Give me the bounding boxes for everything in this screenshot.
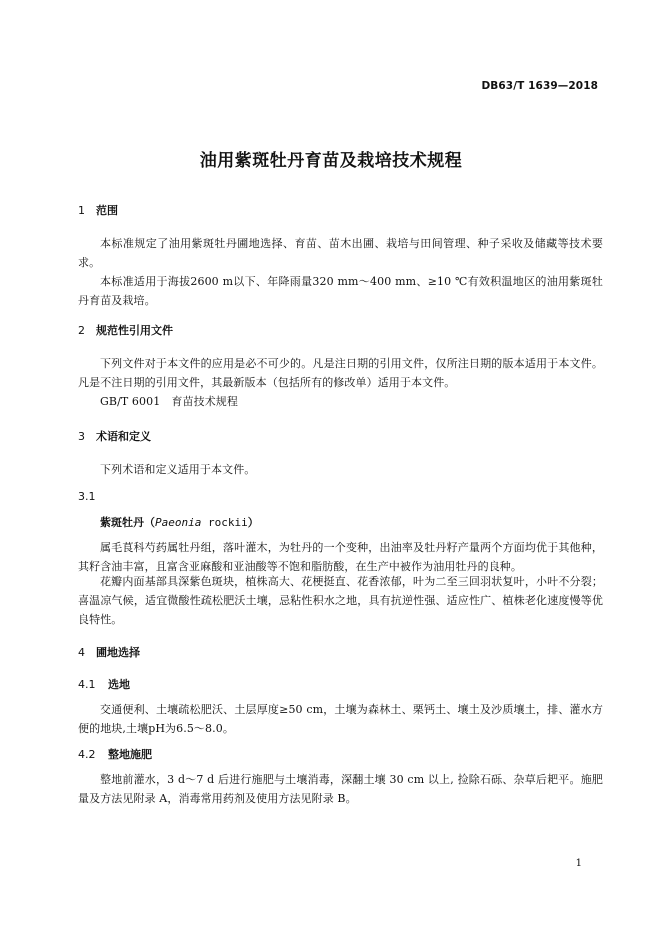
term-latin-genus: Paeonia [155,516,202,529]
term-cn: 紫斑牡丹（ [100,516,155,529]
clause-title: 整地施肥 [108,748,152,761]
section-number: 2 [78,324,85,337]
clause-4-1-paragraph-1: 交通便利、土壤疏松肥沃、土层厚度≥50 cm，土壤为森林土、栗钙土、壤土及沙质壤土，排、灌水方便的地块,土壤pH为6.5～8.0。 [78,703,603,735]
section-number: 3 [78,430,85,443]
section-number: 4 [78,646,85,659]
section-title: 圃地选择 [96,646,140,659]
page-number: 1 [575,858,582,869]
section-title: 术语和定义 [96,430,151,443]
clause-4-2-paragraph-1: 整地前灌水，3 d～7 d 后进行施肥与土壤消毒，深翻土壤 30 cm 以上, 捡除石砾、杂草后耙平。施肥量及方法见附录 A，消毒常用药剂及使用方法见附录 B。 [78,773,603,805]
clause-3-1-paragraph-1: 属毛茛科芍药属牡丹组，落叶灌木，为牡丹的一个变种，出油率及牡丹籽产量两个方面均优于其他种，其籽含油丰富，且富含亚麻酸和亚油酸等不饱和脂肪酸，在生产中被作为油用牡丹的良种。 [78,541,603,573]
clause-number: 4.1 [78,678,96,691]
section-2-heading [78,322,173,338]
section-2-paragraph-1: 下列文件对于本文件的应用是必不可少的。凡是注日期的引用文件，仅所注日期的版本适用于本文件。凡是不注日期的引用文件，其最新版本（包括所有的修改单）适用于本文件。 [78,357,603,389]
section-3-paragraph-1: 下列术语和定义适用于本文件。 [100,463,256,476]
clause-4-1-heading [78,676,130,692]
section-1-paragraph-2: 本标准适用于海拔2600 m以下、年降雨量320 mm～400 mm、≥10 ℃有效积温地区的油用紫斑牡丹育苗及栽培。 [78,275,603,307]
section-number: 1 [78,204,85,217]
document-title: 油用紫斑牡丹育苗及栽培技术规程 [199,151,463,171]
clause-number: 4.2 [78,748,96,761]
section-title: 范围 [96,204,118,217]
clause-4-2-heading [78,746,152,762]
term-definition-title [100,514,259,530]
term-latin-species: rockii [201,516,248,529]
standard-number: DB63/T 1639—2018 [481,80,598,92]
term-close: ） [247,516,259,529]
section-3-heading [78,428,151,444]
clause-3-1-number: 3.1 [78,490,96,503]
clause-3-1-paragraph-2: 花瓣内面基部具深紫色斑块，植株高大、花梗挺直、花香浓郁，叶为二至三回羽状复叶，小叶不分裂；喜温凉气候，适宜微酸性疏松肥沃土壤，忌粘性积水之地，具有抗逆性强、适应性广、植株老化速度慢等优良特性。 [78,575,603,626]
normative-reference: GB/T 6001 育苗技术规程 [100,395,239,408]
section-title: 规范性引用文件 [96,324,173,337]
section-4-heading [78,644,140,660]
section-1-heading [78,202,118,218]
clause-title: 选地 [108,678,130,691]
section-1-paragraph-1: 本标准规定了油用紫斑牡丹圃地选择、育苗、苗木出圃、栽培与田间管理、种子采收及储藏等技术要求。 [78,237,603,269]
